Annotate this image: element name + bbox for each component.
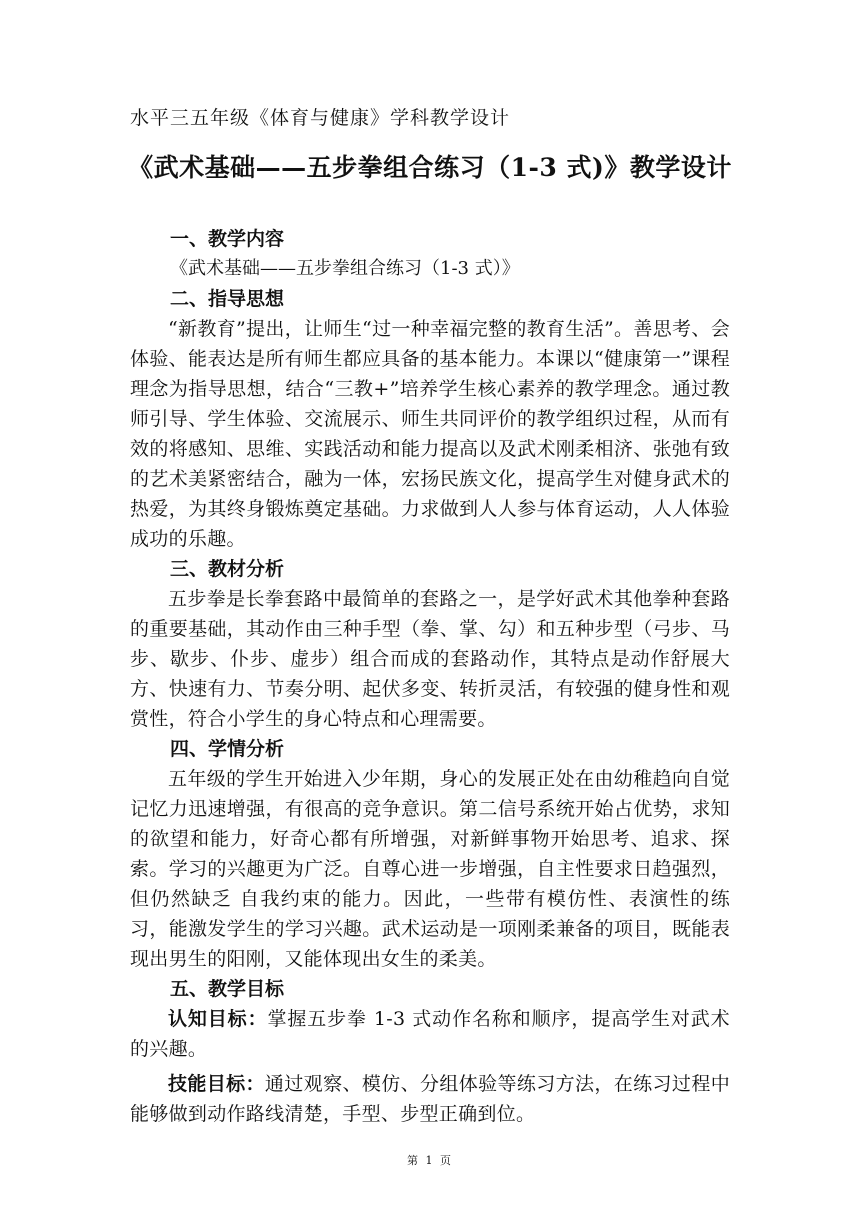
section-text-student-analysis: 五年级的学生开始进入少年期，身心的发展正处在由幼稚趋向自觉记忆力迅速增强，有很高的竞争意识。第二信号系统开始占优势，求知的欲望和能力，好奇心都有所增强，对新鲜事物开始思考、追求、探索。学习的兴趣更为广泛。自尊心进一步增强，自主性要求日趋强烈，但仍然缺乏 自我约束的能力。因此，一些带有模仿性、表演性的练习，能激发学生的学习兴趣。武术运动是一项刚柔兼备的项目，既能表现出男生的阳刚，又能体现出女生的柔美。: [130, 768, 730, 970]
section-heading-content: 一、教学内容: [170, 228, 285, 250]
section-heading-student-analysis: 四、学情分析: [170, 738, 285, 760]
section-text-material-analysis: 五步拳是长拳套路中最简单的套路之一，是学好武术其他拳种套路的重要基础，其动作由三种手型（拳、掌、勾）和五种步型（弓步、马步、歇步、仆步、虚步）组合而成的套路动作，其特点是动作舒展大方、快速有力、节奏分明、起伏多变、转折灵活，有较强的健身性和观赏性，符合小学生的身心特点和心理需要。: [130, 588, 730, 730]
subject-line: 水平三五年级《体育与健康》学科教学设计: [130, 107, 511, 129]
section-heading-guiding-idea: 二、指导思想: [170, 288, 285, 310]
objective-cognitive-label: 认知目标：: [168, 1008, 268, 1030]
objective-cognitive-text: 掌握五步拳 1-3 式动作名称和顺序，提高学生对武术的兴趣。: [130, 1008, 730, 1060]
objective-skill-label: 技能目标：: [168, 1073, 265, 1095]
document-title: 《武术基础——五步拳组合练习（1-3 式)》教学设计: [128, 153, 732, 182]
section-heading-objectives: 五、教学目标: [170, 978, 285, 1000]
document-body: [130, 224, 730, 1134]
section-text-content: 《武术基础——五步拳组合练习（1-3 式）》: [170, 258, 520, 279]
section-text-guiding-idea: “新教育”提出，让师生“过一种幸福完整的教育生活”。善思考、会体验、能表达是所有师生都应具备的基本能力。本课以“健康第一”课程理念为指导思想，结合“三教+”培养学生核心素养的教学理念。通过教师引导、学生体验、交流展示、师生共同评价的教学组织过程，从而有效的将感知、思维、实践活动和能力提高以及武术刚柔相济、张弛有致的艺术美紧密结合，融为一体，宏扬民族文化，提高学生对健身武术的热爱，为其终身锻炼奠定基础。力求做到人人参与体育运动，人人体验成功的乐趣。: [130, 318, 730, 550]
page-number: 第 1 页: [407, 1154, 453, 1167]
objective-skill: [130, 1069, 730, 1129]
objective-cognitive: [130, 1004, 730, 1064]
section-heading-material-analysis: 三、教材分析: [170, 558, 285, 580]
objective-skill-text: 通过观察、模仿、分组体验等练习方法，在练习过程中能够做到动作路线清楚，手型、步型正确到位。: [130, 1073, 730, 1125]
